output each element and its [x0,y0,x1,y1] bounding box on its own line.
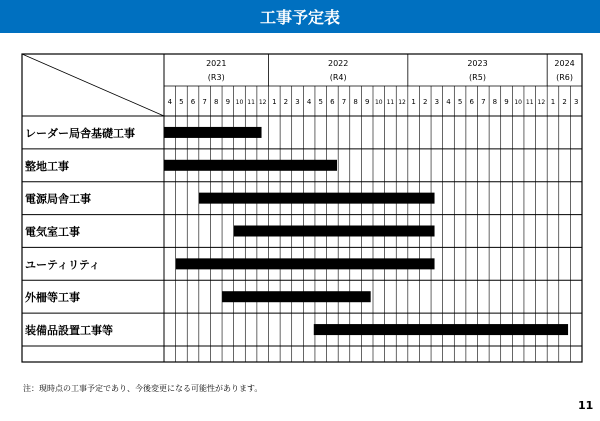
month-label: 11 [386,99,395,106]
month-label: 7 [481,98,486,106]
month-label: 6 [190,98,196,106]
year-label: 2024 [554,59,575,68]
task-label: ユーティリティ [25,258,101,272]
task-bar [314,324,568,335]
month-label: 7 [341,98,347,106]
month-label: 1 [272,98,277,106]
task-bar [222,291,371,302]
task-bar [234,226,435,237]
month-label: 5 [318,98,323,106]
month-label: 5 [179,98,184,106]
era-label: (R3) [207,73,225,82]
month-label: 10 [514,99,522,106]
month-label: 8 [214,98,219,106]
month-label: 9 [225,98,231,106]
task-label: 電源局舎工事 [25,192,91,206]
task-bar [176,258,435,269]
month-label: 4 [167,98,173,106]
month-label: 6 [330,98,335,106]
month-label: 8 [353,98,358,106]
month-label: 9 [504,98,509,106]
month-label: 7 [202,98,207,106]
task-label: 装備品設置工事等 [25,324,113,338]
task-bar [164,160,337,171]
month-label: 1 [550,98,556,106]
page-number: 11 [578,399,594,412]
month-label: 11 [525,99,534,106]
month-label: 2 [283,98,289,106]
task-bar [164,127,262,138]
month-label: 3 [573,98,579,106]
month-label: 4 [306,98,312,106]
month-label: 10 [374,99,383,106]
page-title-text: 工事予定表 [259,8,340,27]
month-label: 9 [364,98,370,106]
task-label: 外柵等工事 [25,291,80,305]
table-frame [22,54,582,362]
month-label: 12 [537,99,546,106]
month-label: 8 [492,98,498,106]
era-label: (R6) [556,73,574,82]
task-bar [199,193,435,204]
year-label: 2023 [467,59,488,68]
month-label: 12 [258,99,267,106]
task-label: 整地工事 [25,159,69,173]
task-label: 電気室工事 [25,225,80,239]
month-label: 12 [398,99,406,106]
year-label: 2021 [206,59,227,68]
era-label: (R5) [469,73,486,82]
month-label: 1 [411,98,416,106]
month-label: 2 [423,98,428,106]
month-label: 5 [457,98,463,106]
month-label: 10 [235,99,244,106]
year-label: 2022 [327,59,349,68]
month-label: 3 [295,98,300,106]
month-label: 11 [247,99,255,106]
month-label: 2 [562,98,567,106]
task-label: レーダー局舎基礎工事 [25,126,135,140]
footnote: 注：現時点の工事予定であり、今後変更になる可能性があります。 [23,384,263,393]
month-label: 3 [434,98,440,106]
month-label: 4 [446,98,451,106]
header-diagonal [22,54,164,116]
month-label: 6 [469,98,474,106]
era-label: (R4) [329,73,347,82]
